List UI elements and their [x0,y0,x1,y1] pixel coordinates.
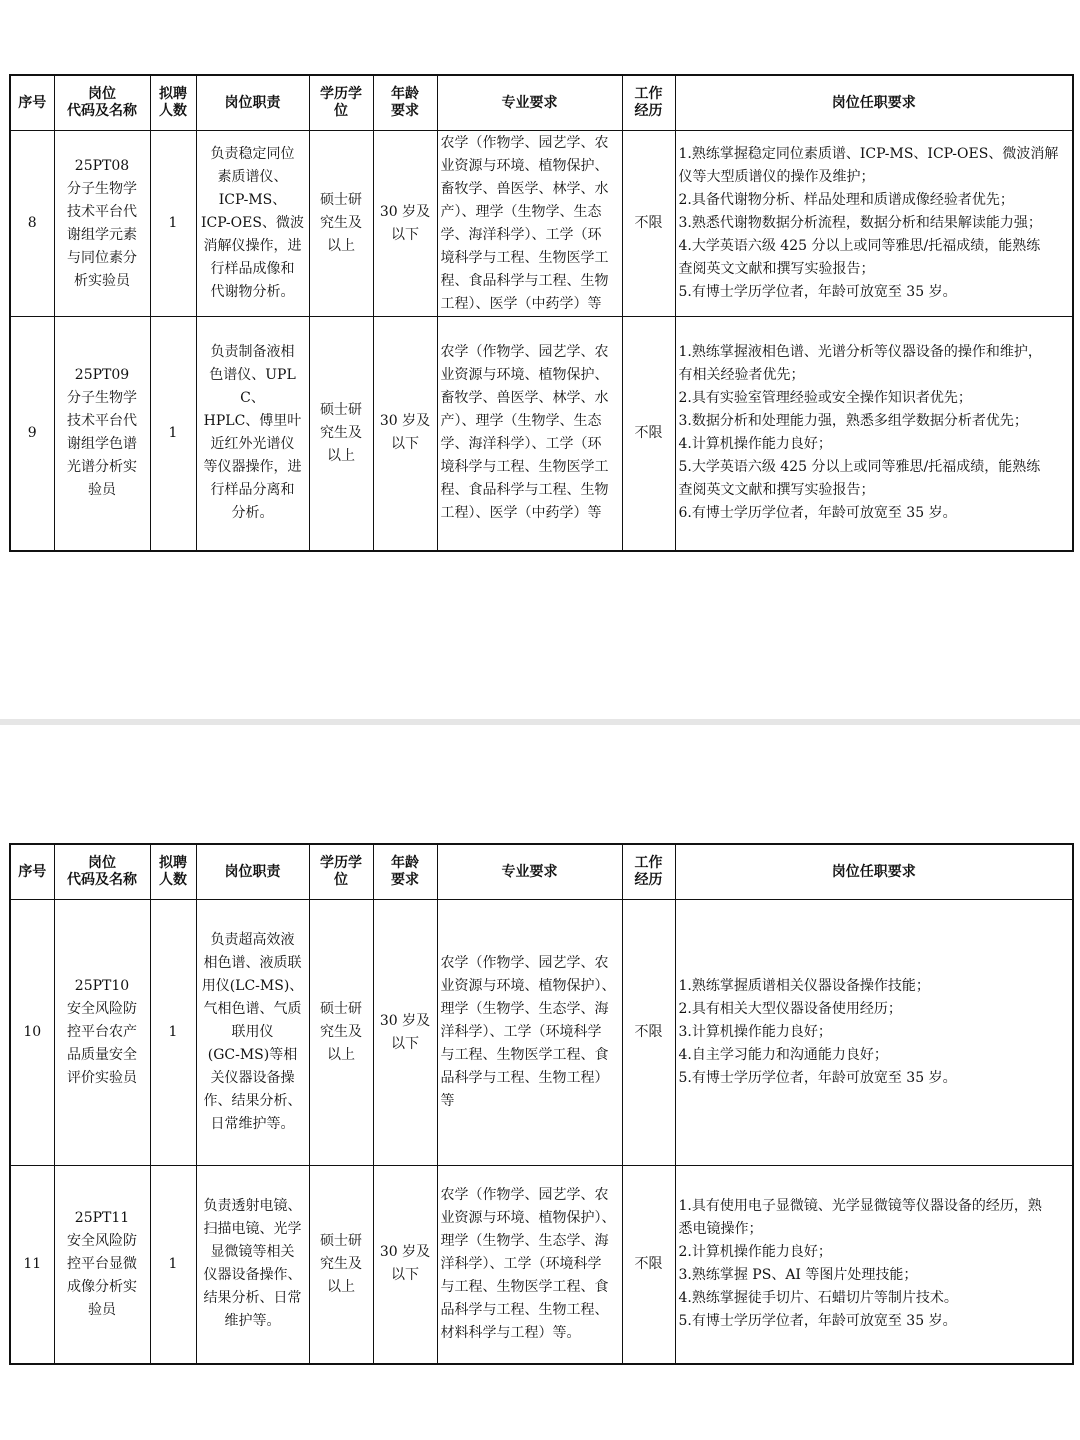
row-exp: 不限 [622,131,675,317]
header-seq: 序号 [10,75,54,131]
header-req: 岗位任职要求 [675,75,1073,131]
row-code-name: 25PT10 安全风险防 控平台农产 品质量安全 评价实验员 [54,900,150,1166]
header-duty: 岗位职责 [196,844,309,900]
row-code-name: 25PT09 分子生物学 技术平台代 谢组学色谱 光谱分析实 验员 [54,317,150,551]
row-exp: 不限 [622,1166,675,1364]
header-major: 专业要求 [437,844,622,900]
page-bottom [0,725,1080,1440]
header-major: 专业要求 [437,75,622,131]
row-req: 1.熟练掌握稳定同位素质谱、ICP-MS、ICP-OES、微波消解 仪等大型质谱仪的操作及维护； 2.具备代谢物分析、样品处理和质谱成像经验者优先； 3.熟悉代谢物数据分析流程，数据分析和结果解读能力强； 4.大学英语六级 425 分以上或同等雅思/托福成绩，能熟练 查阅英文文献和撰写实验报告； 5.有博士学历学位者，年龄可放宽至 35 岁。 [675,131,1073,317]
row-age: 30 岁及 以下 [373,317,437,551]
table-header-row [10,844,1073,900]
header-count: 拟聘 人数 [150,75,196,131]
row-duty: 负责透射电镜、 扫描电镜、光学 显微镜等相关 仪器设备操作、 结果分析、日常 维护等。 [196,1166,309,1364]
header-count: 拟聘 人数 [150,844,196,900]
row-age: 30 岁及 以下 [373,1166,437,1364]
row-count: 1 [150,1166,196,1364]
header-edu: 学历学 位 [309,75,373,131]
row-age: 30 岁及 以下 [373,900,437,1166]
row-req: 1.熟练掌握液相色谱、光谱分析等仪器设备的操作和维护， 有相关经验者优先； 2.具有实验室管理经验或安全操作知识者优先； 3.数据分析和处理能力强，熟悉多组学数据分析者优先； 4.计算机操作能力良好； 5.大学英语六级 425 分以上或同等雅思/托福成绩，能熟练 查阅英文文献和撰写实验报告； 6.有博士学历学位者，年龄可放宽至 35 岁。 [675,317,1073,551]
row-exp: 不限 [622,317,675,551]
table-row [10,900,1073,1166]
header-exp: 工作 经历 [622,75,675,131]
row-count: 1 [150,317,196,551]
row-code-name: 25PT08 分子生物学 技术平台代 谢组学元素 与同位素分 析实验员 [54,131,150,317]
row-seq: 9 [10,317,54,551]
header-age: 年龄 要求 [373,844,437,900]
row-age: 30 岁及 以下 [373,131,437,317]
row-major: 农学（作物学、园艺学、农 业资源与环境、植物保护）、 理学（生物学、生态学、海 洋科学）、工学（环境科学 与工程、生物医学工程、食 品科学与工程、生物工程、 材料科学与工程）等。 [437,1166,622,1364]
row-major: 农学（作物学、园艺学、农 业资源与环境、植物保护、 畜牧学、兽医学、林学、水 产）、理学（生物学、生态 学、海洋科学）、工学（环 境科学与工程、生物医学工 程、食品科学与工程、生物 工程）、医学（中药学）等 [437,131,622,317]
table-row [10,131,1073,317]
header-code-name: 岗位 代码及名称 [54,75,150,131]
row-duty: 负责稳定同位 素质谱仪、 ICP-MS、 ICP-OES、微波 消解仪操作，进 行样品成像和 代谢物分析。 [196,131,309,317]
row-major: 农学（作物学、园艺学、农 业资源与环境、植物保护）、 理学（生物学、生态学、海 洋科学）、工学（环境科学 与工程、生物医学工程、食 品科学与工程、生物工程） 等 [437,900,622,1166]
row-seq: 10 [10,900,54,1166]
job-table-1 [9,74,1074,552]
row-req: 1.具有使用电子显微镜、光学显微镜等仪器设备的经历，熟 悉电镜操作； 2.计算机操作能力良好； 3.熟练掌握 PS、AI 等图片处理技能； 4.熟练掌握徒手切片、石蜡切片等制片技术。 5.有博士学历学位者，年龄可放宽至 35 岁。 [675,1166,1073,1364]
job-table-2 [9,843,1074,1365]
row-exp: 不限 [622,900,675,1166]
row-seq: 11 [10,1166,54,1364]
table-header-row [10,75,1073,131]
header-code-name: 岗位 代码及名称 [54,844,150,900]
row-edu: 硕士研 究生及 以上 [309,900,373,1166]
row-code-name: 25PT11 安全风险防 控平台显微 成像分析实 验员 [54,1166,150,1364]
table-row [10,317,1073,551]
row-seq: 8 [10,131,54,317]
row-duty: 负责超高效液 相色谱、液质联 用仪(LC-MS)、 气相色谱、气质 联用仪 (GC-MS)等相 关仪器设备操 作、结果分析、 日常维护等。 [196,900,309,1166]
header-req: 岗位任职要求 [675,844,1073,900]
header-duty: 岗位职责 [196,75,309,131]
header-age: 年龄 要求 [373,75,437,131]
row-count: 1 [150,900,196,1166]
row-major: 农学（作物学、园艺学、农 业资源与环境、植物保护、 畜牧学、兽医学、林学、水 产）、理学（生物学、生态 学、海洋科学）、工学（环 境科学与工程、生物医学工 程、食品科学与工程、生物 工程）、医学（中药学）等 [437,317,622,551]
row-edu: 硕士研 究生及 以上 [309,317,373,551]
row-edu: 硕士研 究生及 以上 [309,131,373,317]
row-req: 1.熟练掌握质谱相关仪器设备操作技能； 2.具有相关大型仪器设备使用经历； 3.计算机操作能力良好； 4.自主学习能力和沟通能力良好； 5.有博士学历学位者，年龄可放宽至 35 岁。 [675,900,1073,1166]
table-row [10,1166,1073,1364]
row-edu: 硕士研 究生及 以上 [309,1166,373,1364]
row-duty: 负责制备液相 色谱仪、UPLC、 HPLC、傅里叶 近红外光谱仪 等仪器操作，进 行样品分离和 分析。 [196,317,309,551]
row-count: 1 [150,131,196,317]
header-edu: 学历学 位 [309,844,373,900]
header-exp: 工作 经历 [622,844,675,900]
header-seq: 序号 [10,844,54,900]
